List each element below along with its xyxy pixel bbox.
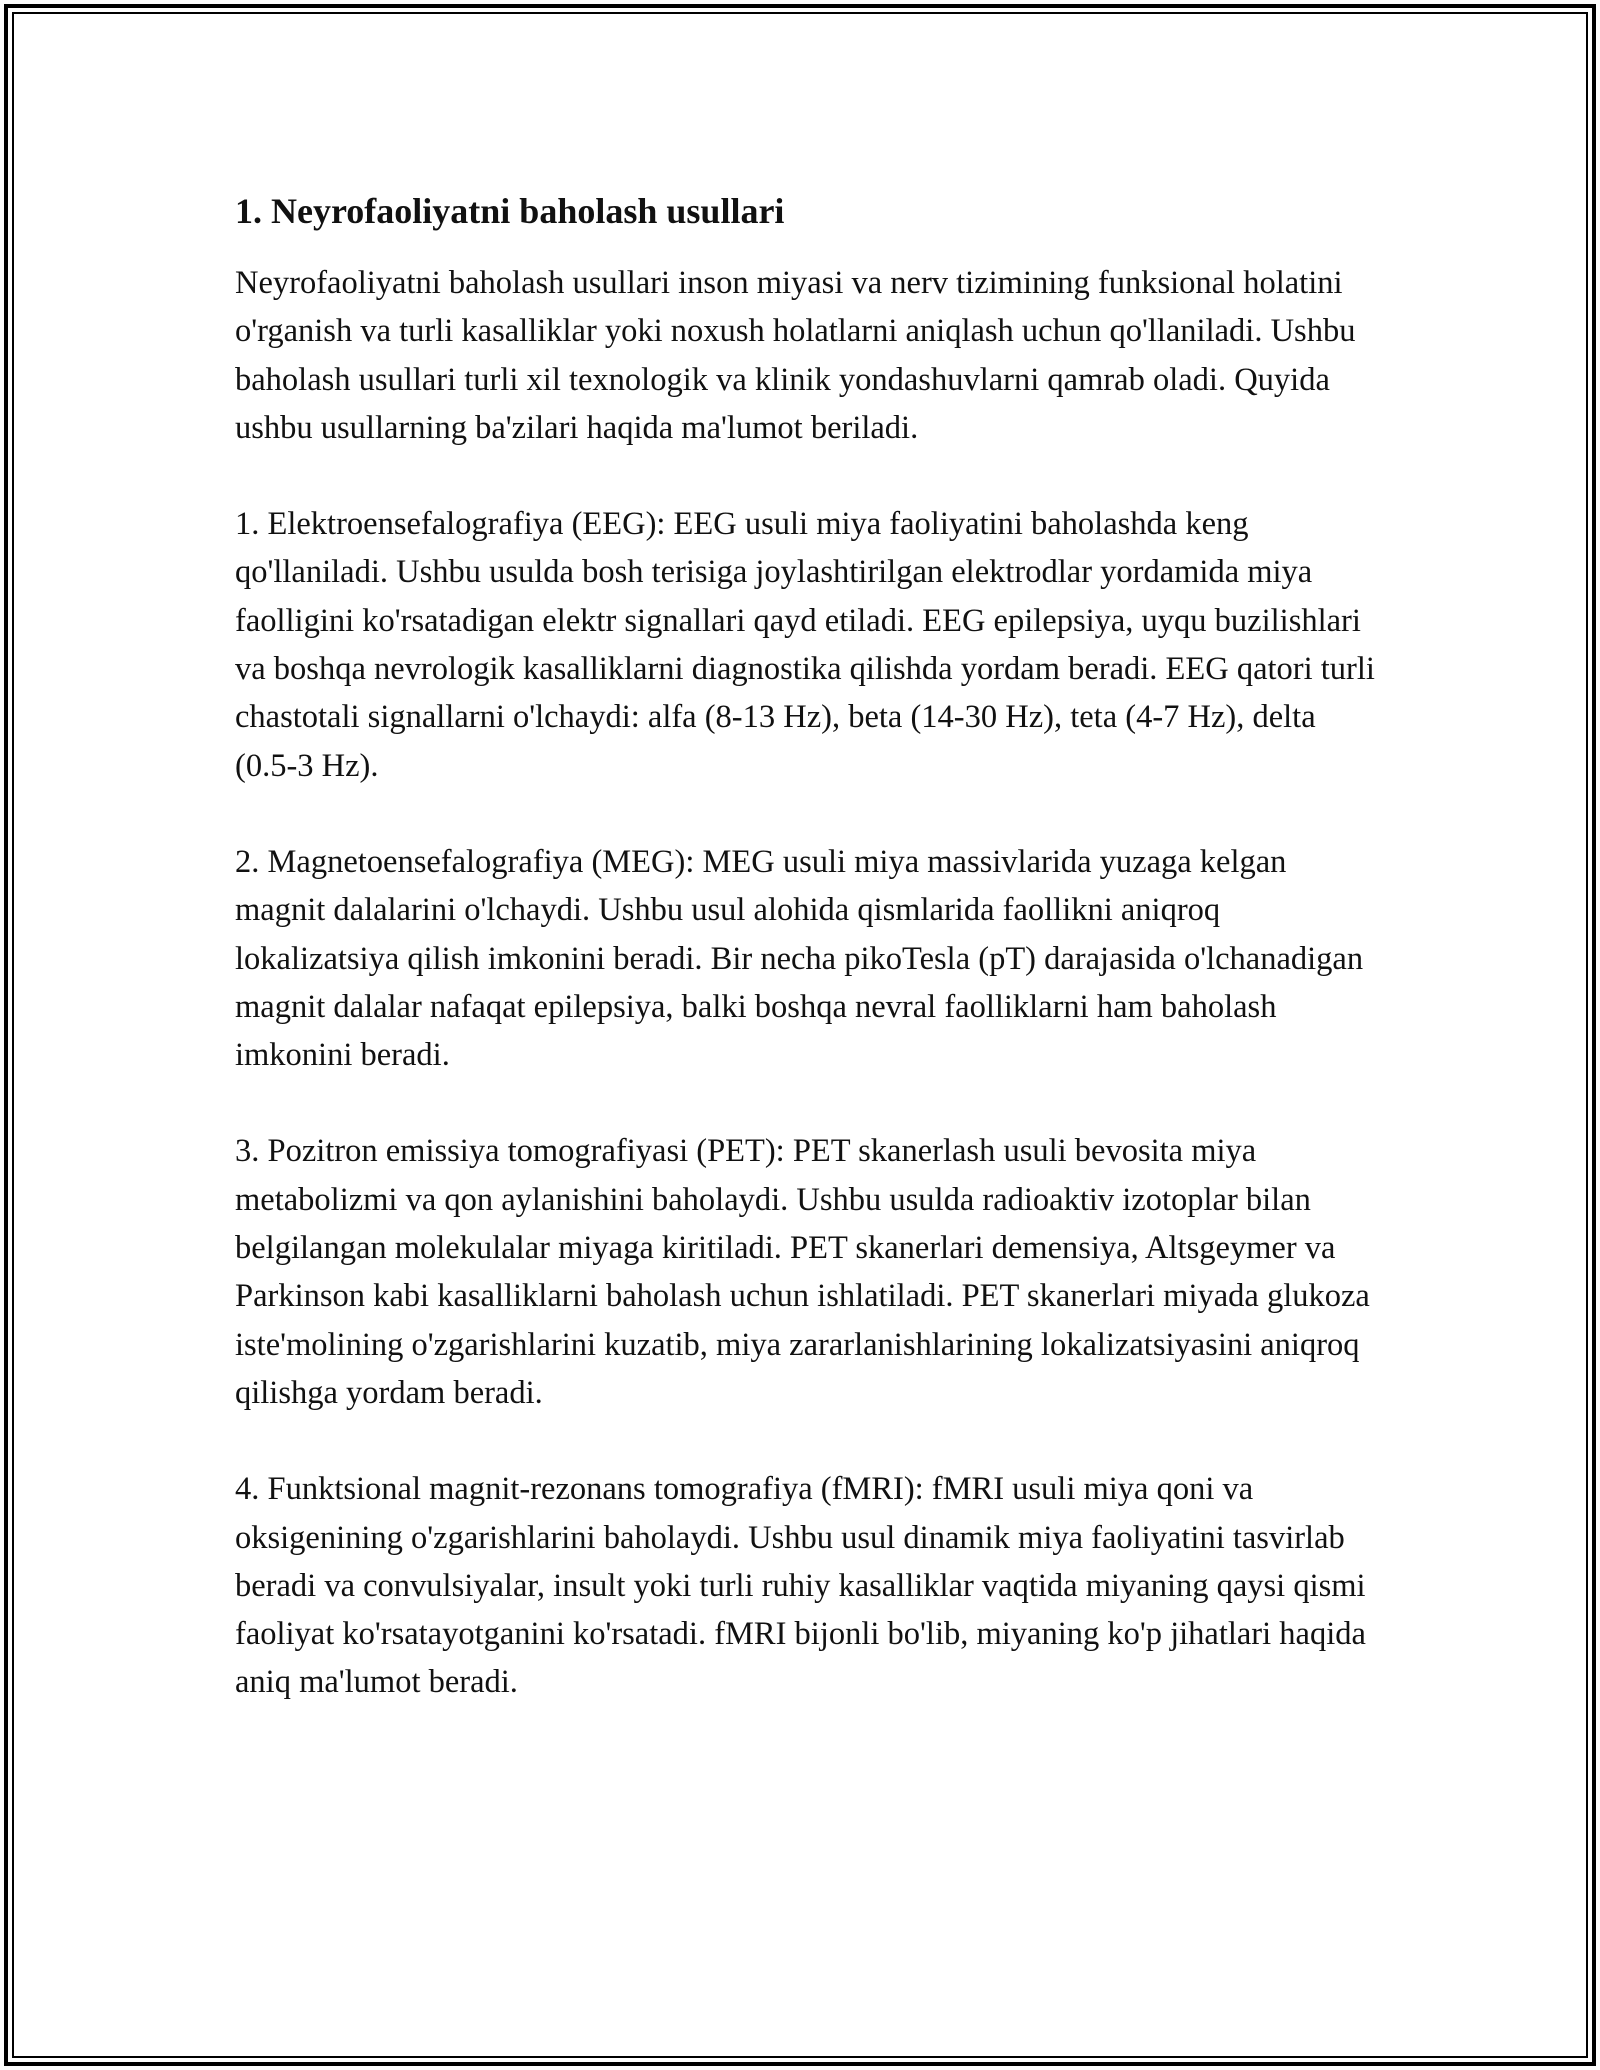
- meg-paragraph: 2. Magnetoensefalografiya (MEG): MEG usuli miya massivlarida yuzaga kelgan magnit dalalarini o'lchaydi. Ushbu usul alohida qismlarida faollikni aniqroq lokalizatsiya qilish imkonini beradi. Bir necha pikoTesla (pT) darajasida o'lchanadigan magnit dalalar nafaqat epilepsiya, balki boshqa nevral faolliklarni ham baholash imkonini beradi.: [235, 843, 1364, 1074]
- eeg-paragraph: 1. Elektroensefalografiya (EEG): EEG usuli miya faoliyatini baholashda keng qo'llaniladi. Ushbu usulda bosh terisiga joylashtirilgan elektrodlar yordamida miya faolligini ko'rsatadigan elektr signallari qayd etiladi. EEG epilepsiya, uyqu buzilishlari va boshqa nevrologik kasalliklarni diagnostika qilishda yordam beradi. EEG qatori turli chastotali signallarni o'lchaydi: alfa (8-13 Hz), beta (14-30 Hz), teta (4-7 Hz), delta (0.5-3 Hz).: [235, 506, 1375, 784]
- pet-paragraph: 3. Pozitron emissiya tomografiyasi (PET): PET skanerlash usuli bevosita miya metabolizmi va qon aylanishini baholaydi. Ushbu usulda radioaktiv izotoplar bilan belgilangan molekulalar miyaga kiritiladi. PET skanerlari demensiya, Altsgeymer va Parkinson kabi kasalliklarni baholash uchun ishlatiladi. PET skanerlari miyada glukoza iste'molining o'zgarishlarini kuzatib, miya zararlanishlarining lokalizatsiyasini aniqroq qilishga yordam beradi.: [235, 1133, 1370, 1411]
- intro-paragraph: Neyrofaoliyatni baholash usullari inson miyasi va nerv tizimining funksional holatini o'rganish va turli kasalliklar yoki noxush holatlarni aniqlash uchun qo'llaniladi. Ushbu baholash usullari turli xil texnologik va klinik yondashuvlarni qamrab oladi. Quyida ushbu usullarning ba'zilari haqida ma'lumot beriladi.: [235, 265, 1356, 446]
- section-heading: 1. Neyrofaoliyatni baholash usullari: [235, 191, 785, 231]
- fmri-paragraph: 4. Funktsional magnit-rezonans tomografiya (fMRI): fMRI usuli miya qoni va oksigenining o'zgarishlarini baholaydi. Ushbu usul dinamik miya faoliyatini tasvirlab beradi va convulsiyalar, insult yoki turli ruhiy kasalliklar vaqtida miyaning qaysi qismi faoliyat ko'rsatayotganini ko'rsatadi. fMRI bijonli bo'lib, miyaning ko'p jihatlari haqida aniq ma'lumot beradi.: [235, 1471, 1366, 1701]
- document-body: [235, 185, 1375, 1755]
